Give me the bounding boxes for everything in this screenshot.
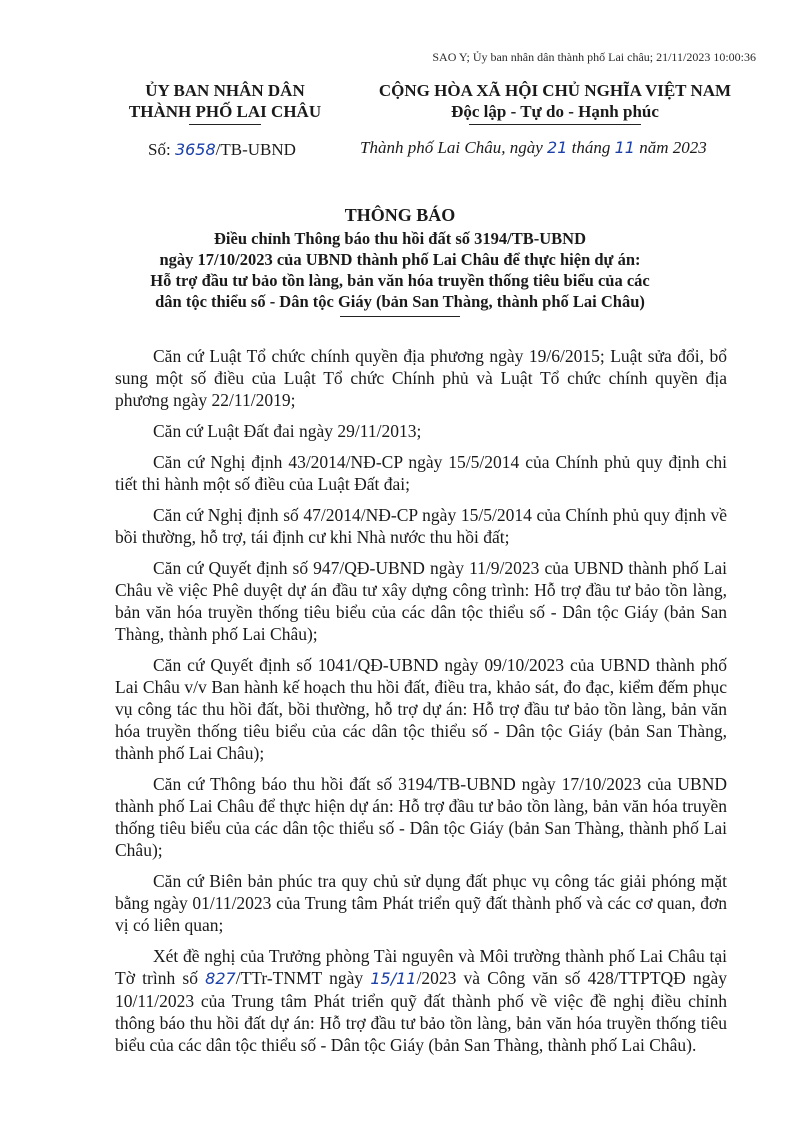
date-mid: tháng (567, 138, 615, 157)
proposal-date-handwritten: 15/11 (370, 969, 417, 988)
notice-title (80, 205, 720, 317)
issuer-line-1: ỦY BAN NHÂN DÂN (145, 81, 305, 100)
notice-subtitle-line: ngày 17/10/2023 của UBND thành phố Lai Châu để thực hiện dự án: (159, 250, 641, 269)
proposal-paragraph (115, 945, 727, 1056)
motto-underline (469, 124, 641, 125)
date-day-handwritten: 21 (547, 138, 568, 157)
notice-subtitle-line: Hỗ trợ đầu tư bảo tồn làng, bản văn hóa truyền thống tiêu biểu của các (150, 271, 650, 290)
document-number-handwritten: 3658 (174, 140, 216, 159)
proposal-text-2: /TTr-TNMT ngày (235, 968, 371, 988)
date-prefix: Thành phố Lai Châu, ngày (360, 138, 548, 157)
issuer-header (100, 80, 350, 125)
document-number (148, 140, 296, 160)
legal-basis-paragraph: Căn cứ Quyết định số 1041/QĐ-UBND ngày 09/10/2023 của UBND thành phố Lai Châu v/v Ban hành kế hoạch thu hồi đất, điều tra, khảo sát, đo đạc, kiểm đếm phục vụ công tác thu hồi đất, bồi thường, hỗ trợ dự án: Hỗ trợ đầu tư bảo tồn làng, bản văn hóa truyền thống tiêu biểu của các dân tộc thiểu số - Dân tộc Giáy (bản San Thàng, thành phố Lai Châu); (115, 655, 727, 763)
title-underline (340, 316, 460, 317)
legal-basis-paragraph: Căn cứ Luật Đất đai ngày 29/11/2013; (153, 421, 422, 441)
motto-line-2: Độc lập - Tự do - Hạnh phúc (451, 102, 659, 121)
legal-basis-paragraph: Căn cứ Thông báo thu hồi đất số 3194/TB-UBND ngày 17/10/2023 của UBND thành phố Lai Châu để thực hiện dự án: Hỗ trợ đầu tư bảo tồn làng, bản văn hóa truyền thống tiêu biểu của các dân tộc thiểu số - Dân tộc Giáy (bản San Thàng, thành phố Lai Châu); (115, 774, 727, 860)
date-month-handwritten: 11 (614, 138, 635, 157)
proposal-text-1: Xét đề nghị của Trưởng phòng Tài nguyên và Môi trường thành phố Lai Châu tại Tờ trình số (115, 946, 727, 988)
notice-title-main: THÔNG BÁO (344, 205, 456, 225)
date-suffix: năm 2023 (634, 138, 707, 157)
legal-basis-paragraph: Căn cứ Biên bản phúc tra quy chủ sử dụng đất phục vụ công tác giải phóng mặt bằng ngày 01/11/2023 của Trung tâm Phát triển quỹ đất thành phố và các cơ quan, đơn vị có liên quan; (115, 871, 727, 935)
copy-stamp-line: SAO Y; Ủy ban nhân dân thành phố Lai châu; 21/11/2023 10:00:36 (432, 50, 756, 64)
document-body (115, 345, 727, 1065)
document-number-suffix: /TB-UBND (215, 140, 296, 159)
legal-basis-paragraph: Căn cứ Luật Tổ chức chính quyền địa phương ngày 19/6/2015; Luật sửa đổi, bổ sung một số điều của Luật Tổ chức Chính phủ và Luật Tổ chức chính quyền địa phương ngày 22/11/2019; (115, 346, 727, 410)
legal-basis-paragraph: Căn cứ Quyết định số 947/QĐ-UBND ngày 11/9/2023 của UBND thành phố Lai Châu về việc Phê duyệt dự án đầu tư xây dựng công trình: Hỗ trợ đầu tư bảo tồn làng, bản văn hóa truyền thống tiêu biểu của các dân tộc thiểu số - Dân tộc Giáy (bản San Thàng, thành phố Lai Châu); (115, 558, 727, 644)
legal-basis-paragraph: Căn cứ Nghị định 43/2014/NĐ-CP ngày 15/5/2014 của Chính phủ quy định chi tiết thi hành một số điều của Luật Đất đai; (115, 452, 727, 494)
issue-date (360, 138, 707, 158)
issuer-line-2: THÀNH PHỐ LAI CHÂU (128, 102, 322, 121)
document-number-prefix: Số: (148, 140, 175, 159)
notice-subtitle-line: Điều chỉnh Thông báo thu hồi đất số 3194/TB-UBND (214, 229, 586, 248)
motto-line-1: CỘNG HÒA XÃ HỘI CHỦ NGHĨA VIỆT NAM (378, 81, 732, 100)
notice-subtitle-line: dân tộc thiểu số - Dân tộc Giáy (bản San Thàng, thành phố Lai Châu) (155, 292, 645, 311)
legal-basis-paragraph: Căn cứ Nghị định số 47/2014/NĐ-CP ngày 15/5/2014 của Chính phủ quy định về bồi thường, hỗ trợ, tái định cư khi Nhà nước thu hồi đất; (115, 505, 727, 547)
proposal-text-3: /2023 và Công văn số 428/TTPTQĐ ngày 10/11/2023 của Trung tâm Phát triển quỹ đất thành phố về việc đề nghị điều chỉnh thông báo thu hồi đất dự án: Hỗ trợ đầu tư bảo tồn làng, bản văn hóa truyền thống tiêu biểu của các dân tộc thiểu số - Dân tộc Giáy (bản San Thàng, thành phố Lai Châu). (115, 968, 727, 1055)
motto-header (355, 80, 755, 125)
issuer-underline (189, 124, 261, 125)
proposal-number-handwritten: 827 (205, 969, 236, 988)
